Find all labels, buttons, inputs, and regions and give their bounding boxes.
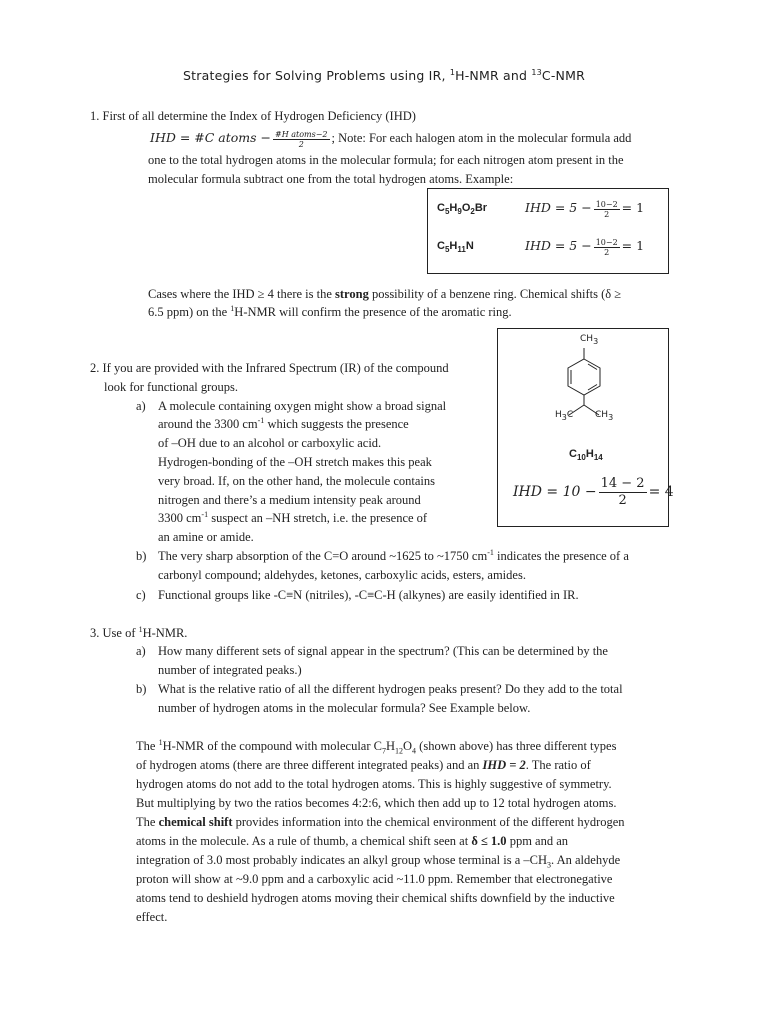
item-3b-line-1: What is the relative ratio of all the different hydrogen peaks present? Do they add to the total bbox=[158, 682, 623, 696]
benzene-note-line-2: 6.5 ppm) on the $^1$H-NMR will confirm the presence of the aromatic ring. bbox=[148, 303, 512, 319]
item-2a-line-7: 3300 $cm^{-1}$ suspect an –NH stretch, i.e. the presence of bbox=[158, 509, 428, 525]
item-3b-line-2: number of hydrogen atoms in the molecular formula? See Example below. bbox=[158, 701, 531, 715]
example-paragraph-line-5: The chemical shift provides information into the chemical environment of the different hydrogen bbox=[136, 815, 625, 829]
item-2b-line-2: carbonyl compound; aldehydes, ketones, carboxylic acids, esters, amides. bbox=[158, 568, 526, 582]
item-2c-marker: c) bbox=[136, 588, 146, 602]
ihd-formula: IHD = #C atoms − $\frac{\text{\#H atoms−2}}{2}$ ; Note: For each halogen atom in the molecular formula add bbox=[150, 129, 632, 149]
item-2a-line-1: A molecule containing oxygen might show a broad signal bbox=[158, 399, 447, 413]
example-2-formula: $C_5H_{11}N$ bbox=[437, 240, 474, 255]
benzene-ring-structure bbox=[498, 329, 668, 439]
example-paragraph-line-4: But multiplying by two the ratios becomes 4:2:6, which then add up to 12 total hydrogen atoms. bbox=[136, 796, 617, 810]
example-paragraph-line-2: of hydrogen atoms (there are three different integrated peaks) and an IHD = 2. The ratio of bbox=[136, 758, 591, 772]
example-paragraph-line-7: integration of 3.0 most probably indicates an alkyl group whose terminal is a $-CH_3$. An aldehyde bbox=[136, 853, 621, 870]
methyl-left-label: $H_3C$ bbox=[555, 410, 574, 422]
page-title: Strategies for Solving Problems using IR, $^1$H-NMR and $^{13}$C-NMR bbox=[183, 67, 585, 83]
example-paragraph-line-1: The $^1$H-NMR of the compound with molecular $C_7H_{12}O_4$ (shown above) has three different types bbox=[136, 737, 617, 756]
item-2a-line-8: an amine or amide. bbox=[158, 530, 254, 544]
item-3b-marker: b) bbox=[136, 682, 147, 696]
section-3-heading: 3. Use of $^1$H-NMR. bbox=[90, 624, 188, 640]
example-paragraph-line-9: atoms tend to deshield hydrogen atoms moving their chemical shifts downfield by the inductive bbox=[136, 891, 615, 905]
example-2-equation: IHD = 5 − $\frac{10-2}{2}$ = 1 bbox=[525, 237, 645, 257]
item-2b-marker: b) bbox=[136, 549, 147, 563]
item-2a-line-2: around the 3300 $cm^{-1}$ which suggests the presence bbox=[158, 415, 409, 431]
item-2b-line-1: The very sharp absorption of the C=O around ~1625 to ~1750 $cm^{-1}$ indicates the presence of a bbox=[158, 547, 629, 563]
ihd-example-box bbox=[427, 188, 669, 274]
molecular-formula-c10h14: $C_{10}H_{14}$ bbox=[569, 448, 603, 463]
item-2a-line-5: very broad. If, on the other hand, the molecule contains bbox=[158, 474, 435, 488]
example-paragraph-line-10: effect. bbox=[136, 910, 168, 924]
example-paragraph-line-3: hydrogen atoms do not add to the total hydrogen atoms. This is highly suggestive of symmetry. bbox=[136, 777, 612, 791]
methyl-right-label: $CH_3$ bbox=[595, 410, 614, 422]
item-3a-marker: a) bbox=[136, 644, 146, 658]
ihd-note-line-3: molecular formula subtract one from the total hydrogen atoms. Example: bbox=[148, 172, 514, 186]
item-2a-line-6: nitrogen and there’s a medium intensity peak around bbox=[158, 493, 421, 507]
item-2a-line-3: of –OH due to an alcohol or carboxylic acid. bbox=[158, 436, 382, 450]
item-2a-line-4: Hydrogen-bonding of the –OH stretch makes this peak bbox=[158, 455, 432, 469]
example-1-equation: IHD = 5 − $\frac{10-2}{2}$ = 1 bbox=[525, 199, 645, 219]
item-3a-line-2: number of integrated peaks.) bbox=[158, 663, 302, 677]
example-1-formula: $C_5H_9O_2Br$ bbox=[437, 202, 488, 217]
example-paragraph-line-6: atoms in the molecule. As a rule of thumb, a chemical shift seen at δ ≤ 1.0 ppm and an bbox=[136, 834, 569, 848]
section-2-heading: 2. If you are provided with the Infrared Spectrum (IR) of the compound bbox=[90, 361, 449, 375]
item-2c-line-1: Functional groups like -C≡N (nitriles), -C≡C-H (alkynes) are easily identified in IR. bbox=[158, 588, 579, 602]
section-1-heading: 1. First of all determine the Index of Hydrogen Deficiency (IHD) bbox=[90, 109, 416, 123]
molecule-ihd-equation: IHD = 10 − $\frac{14 - 2}{2}$ = 4 bbox=[513, 476, 674, 509]
item-3a-line-1: How many different sets of signal appear in the spectrum? (This can be determined by the bbox=[158, 644, 608, 658]
ihd-note: ; Note: For each halogen atom in the molecular formula add bbox=[331, 131, 632, 145]
p-cymene-structure-box bbox=[497, 328, 674, 527]
section-2-heading-line-2: look for functional groups. bbox=[104, 380, 239, 394]
item-2a-marker: a) bbox=[136, 399, 146, 413]
example-paragraph-line-8: proton will show at ~9.0 ppm and a carboxylic acid ~11.0 ppm. Remember that electronegative bbox=[136, 872, 613, 886]
ihd-note-line-2: one to the total hydrogen atoms in the molecular formula; for each nitrogen atom present in the bbox=[148, 153, 624, 167]
methyl-top-label: $CH_3$ bbox=[580, 334, 599, 346]
benzene-note-line-1: Cases where the IHD ≥ 4 there is the strong possibility of a benzene ring. Chemical shifts (δ ≥ bbox=[148, 287, 622, 301]
